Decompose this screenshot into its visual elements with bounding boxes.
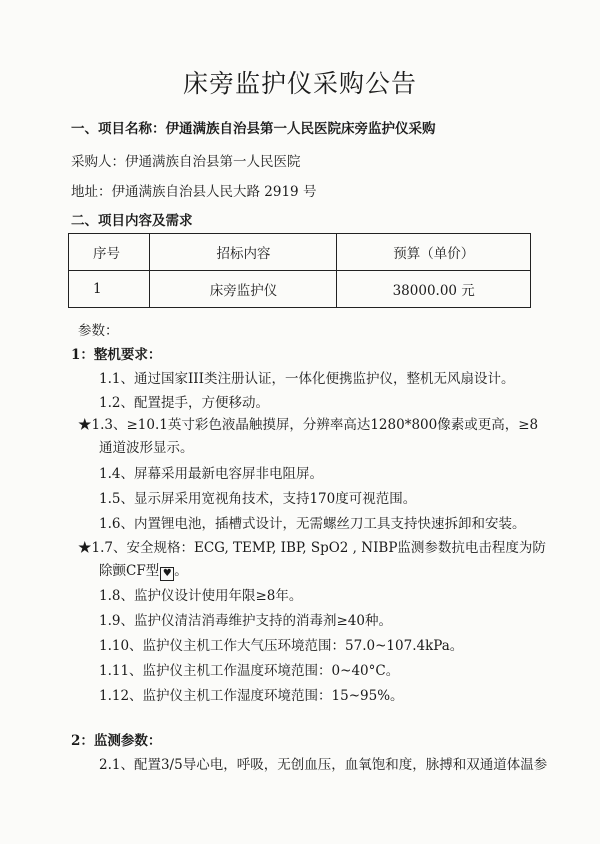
list-item: 1.5、显示屏采用宽视角技术，支持170度可视范围。 (99, 491, 417, 507)
project-content-heading: 二、项目内容及需求 (71, 213, 193, 229)
list-item: 1.4、屏幕采用最新电容屏非电阻屏。 (99, 466, 323, 482)
list-item: ★1.7、安全规格：ECG, TEMP, IBP, SpO2 , NIBP监测参数抗电击程度为防 (78, 540, 546, 556)
address-line: 地址：伊通满族自治县人民大路 2919 号 (71, 184, 317, 200)
list-item: 2.1、配置3/5导心电，呼吸，无创血压，血氧饱和度，脉搏和双通道体温参 (99, 757, 548, 773)
table-header-cell: 招标内容 (150, 234, 337, 271)
procurement-table (68, 233, 531, 308)
params-label: 参数： (78, 323, 119, 339)
list-item: 通道波形显示。 (99, 440, 194, 456)
list-item: 1.2、配置提手，方便移动。 (99, 395, 269, 411)
page-title: 床旁监护仪采购公告 (182, 69, 417, 98)
list-item: 1.1、通过国家III类注册认证，一体化便携监护仪，整机无风扇设计。 (99, 371, 515, 387)
table-cell: 床旁监护仪 (150, 271, 337, 308)
list-item (99, 559, 188, 581)
list-item: ★1.3、≥10.1英寸彩色液晶触摸屏，分辨率高达1280*800像素或更高，≥8 (78, 417, 539, 433)
table-header-row (69, 234, 531, 271)
project-name-heading: 一、项目名称：伊通满族自治县第一人民医院床旁监护仪采购 (71, 121, 436, 137)
heart-in-box-icon: ♥ (160, 567, 174, 581)
monitoring-heading: 2：监测参数： (71, 733, 162, 749)
list-item: 1.10、监护仪主机工作大气压环境范围：57.0~107.4kPa。 (99, 638, 464, 654)
table-cell: 38000.00 元 (337, 271, 531, 308)
list-item-text: 除颤CF型 (99, 563, 160, 579)
table-cell: 1 (69, 271, 150, 308)
list-item: 1.11、监护仪主机工作温度环境范围：0~40°C。 (99, 663, 400, 679)
list-item: 1.6、内置锂电池，插槽式设计，无需螺丝刀工具支持快速拆卸和安装。 (99, 516, 526, 532)
list-item: 1.8、监护仪设计使用年限≥8年。 (99, 588, 303, 604)
list-item-period: 。 (174, 563, 188, 579)
table-header-cell: 预算（单价） (337, 234, 531, 271)
list-item: 1.12、监护仪主机工作湿度环境范围：15~95%。 (99, 688, 404, 704)
table-header-cell: 序号 (69, 234, 150, 271)
list-item: 1.9、监护仪清洁消毒维护支持的消毒剂≥40种。 (99, 613, 392, 629)
requirements-heading: 1：整机要求： (71, 347, 162, 363)
table-row (69, 271, 531, 308)
purchaser-line: 采购人：伊通满族自治县第一人民医院 (71, 154, 301, 170)
